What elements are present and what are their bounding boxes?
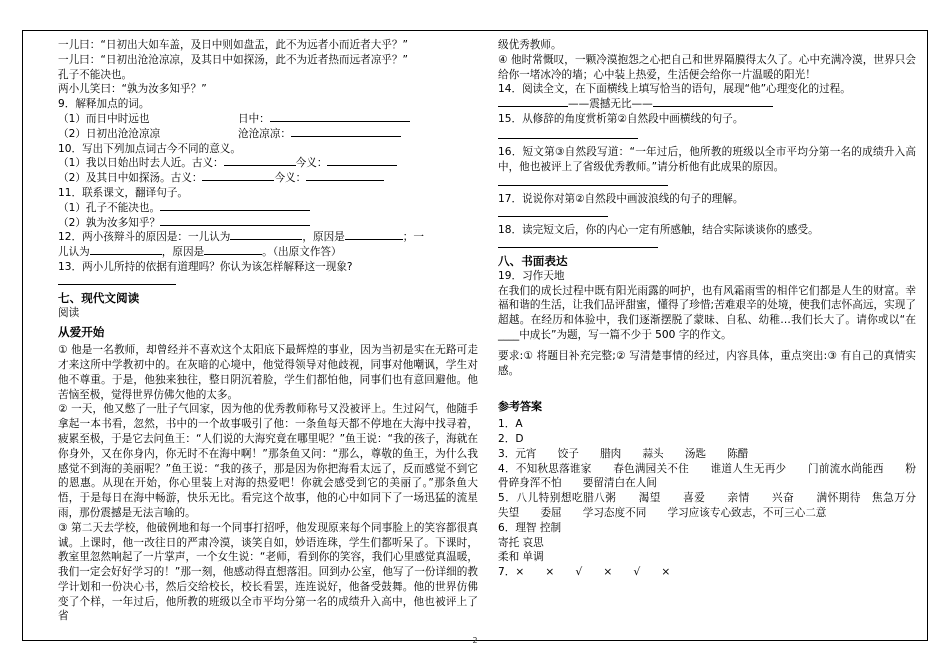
question-11-item-2 (58, 216, 478, 231)
answer-6-line-3: 柔和 单调 (498, 551, 544, 564)
answer-line (498, 137, 638, 139)
answer-blank (327, 165, 397, 166)
question-12-cont (58, 245, 478, 260)
question-14: 14．阅读全文，在下面横线上填写恰当的语句，展现“他”心理变化的过程。 (498, 83, 851, 96)
article-title: 从爱开始 (58, 325, 105, 340)
q9-item-1-word: 日中： (238, 112, 270, 125)
question-11-item-1 (58, 201, 478, 216)
question-14-fill (498, 97, 916, 112)
right-column (498, 38, 938, 580)
answer-blank (345, 239, 403, 240)
answer-3: 3．元宵 饺子 腊肉 蒜头 汤匙 陈醋 (498, 447, 749, 460)
section-8-title: 八、书面表达 (498, 253, 568, 268)
question-10-item-2 (58, 171, 478, 186)
answer-1: 1．A (498, 418, 523, 431)
answer-blank (160, 225, 310, 226)
question-9-item-2 (58, 127, 478, 142)
q12-part-b: ，原因是 (302, 231, 345, 244)
q12-part-d: 儿认为 (58, 246, 90, 259)
answer-blank (230, 239, 302, 240)
question-11: 11．联系课文，翻译句子。 (58, 186, 189, 199)
answer-blank (306, 180, 384, 181)
answer-6-line-2: 寄托 哀思 (498, 536, 544, 549)
q10-item-1-now: 今义： (295, 157, 328, 170)
answer-line (498, 215, 608, 217)
answer-6: 6．理智 控制 (498, 521, 562, 534)
question-19: 19．习作天地 (498, 269, 565, 282)
question-10: 10．写出下列加点词古今不同的意义。 (58, 142, 241, 155)
article-paragraph-1: ① 他是一名教师，却曾经并不喜欢这个太阳底下最辉煌的事业，因为当初是实在无路可走才来这所中学教初中的。在灰暗的心境中，他觉得领导对他歧视，同事对他嘲讽，学生对他不尊重。于是，他独来独往，整日阴沉着脸，学生们都怕他，同事们也有意回避他。他苦恼至极，觉得世界仿佛欠他的太多。 (58, 344, 478, 401)
answer-7: 7．× × √ × √ × (498, 566, 671, 579)
q10-item-2-text: （2）及其日中如探汤。古义： (58, 172, 203, 185)
section-7-title: 七、现代文阅读 (58, 290, 140, 305)
q10-item-1-text: （1）我以日始出时去人近。古义： (58, 157, 224, 170)
essay-prompt: 在我们的成长过程中既有阳光雨露的呵护，也有风霜雨雪的相伴它们都是人生的财富。幸福和谐的生活，让我们品评甜蜜，懂得了珍惜;苦难艰辛的处境，使我们志怀高远，实现了超越。在经历和体验中，我们逐渐摆脱了蒙昧、自私、幼稚…我们长大了。请你或以“在____中成长”为题，写一篇不少于 500 字的作文。 (498, 284, 916, 341)
question-13: 13．两小儿所持的依据有道理吗？你认为该怎样解释这一现象? (58, 260, 353, 273)
q9-item-1-text: （1）而日中时远也 (58, 112, 150, 125)
dialog-line-3: 孔子不能决也。 (58, 68, 133, 81)
answer-line (58, 283, 176, 285)
answer-blank (204, 254, 262, 255)
answer-blank (653, 106, 773, 107)
reading-label: 阅读 (58, 306, 80, 319)
question-9-item-1 (58, 112, 478, 127)
dialog-line-1: 一儿曰：“日初出大如车盖，及日中则如盘盂，此不为远者小而近者大乎？” (58, 39, 408, 51)
answer-blank (202, 180, 274, 181)
answer-5: 5．八儿特别想吃腊八粥 渴望 喜爱 亲情 兴奋 满怀期待 焦急万分 失望 委屈 学习态度不同 学习应该专心致志，不可三心二意 (498, 492, 938, 519)
article-paragraph-2: ② 一天，他又憋了一肚子气回家，因为他的优秀教师称号又没被评上。生过闷气，他随手拿起一本书看，忽然，书中的一个故事吸引了他：一条鱼每天都不停地在大海中找寻着，疲累至极，于是它去问鱼王：“人们说的大海究竟在哪里呢？”鱼王说：“我的孩子，海就在你身外，又在你身内，你无时不在海中啊！”那条鱼又问：“那么，尊敬的鱼王，为什么我感觉不到海的美丽呢？”鱼王说：“我的孩子，那是因为你把海看太远了，反而感觉不到它的恩惠。从现在开始，你心里装上对海的热爱吧！你就会感受到它的美丽了。”那条鱼大悟，于是每日在海中畅游，快乐无比。看完这个故事，他的心中如同下了一场迅猛的流星雨，那份震撼是无法言喻的。 (58, 403, 478, 519)
q9-item-2-word: 沧沧凉凉： (238, 127, 291, 140)
answer-2: 2．D (498, 432, 524, 445)
q11-item-1-text: （1）孔子不能决也。 (58, 201, 161, 214)
answer-line (498, 246, 658, 248)
answer-blank (291, 136, 401, 137)
question-17: 17．说说你对第②自然段中画波浪线的句子的理解。 (498, 193, 744, 206)
q12-part-a: 12．两小孩辩斗的原因是：一儿认为 (58, 231, 231, 244)
q10-item-2-now: 今义： (274, 172, 307, 185)
question-10-item-1 (58, 156, 478, 171)
q12-part-f: 。（出原文作答） (262, 246, 342, 259)
article-paragraph-4: ④ 他时常慨叹，一颗冷漠抱怨之心把自己和世界隔膜得太久了。心中充满冷漠，世界只会给你一堵冰冷的墙；心中装上热爱，生活便会给你一片温暖的阳光！ (498, 53, 916, 81)
answer-blank (498, 106, 568, 107)
q12-part-c: ；一 (402, 231, 424, 244)
answer-4: 4．不知秋思落谁家 春色满园关不住 谁道人生无再少 门前流水尚能西 粉骨碎身浑不怕 要留清白在人间 (498, 462, 916, 490)
article-paragraph-3-cont: 级优秀教师。 (498, 39, 562, 51)
answer-line (498, 184, 668, 186)
question-18: 18．读完短文后，你的内心一定有所感触，结合实际谈谈你的感受。 (498, 224, 819, 237)
question-15: 15．从修辞的角度赏析第②自然段中画横线的句子。 (498, 112, 744, 125)
q14-fill-text: ——震撼无比—— (568, 98, 653, 111)
left-column (58, 38, 478, 624)
question-9: 9．解释加点的词。 (58, 98, 150, 111)
q12-part-e: ，原因是 (161, 246, 205, 259)
answer-blank (224, 165, 296, 166)
answer-key-title: 参考答案 (498, 400, 542, 414)
dialog-line-4: 两小儿笑曰：“孰为汝多知乎？” (58, 83, 207, 96)
dialog-line-2: 一儿曰：“日初出沧沧凉凉，及其日中如探汤，此不为近者热而远者凉乎？” (58, 53, 408, 66)
essay-requirements: 要求:① 将题目补充完整;② 写清楚事情的经过，内容具体，重点突出:③ 有自己的真情实感。 (498, 349, 916, 377)
question-16: 16．短文第③自然段写道：“一年过后，他所教的班级以全市平均分第一名的成绩升入高中，他也被评上了省级优秀教师。”请分析他有此成果的原因。 (498, 145, 916, 173)
page-number: 2 (472, 636, 478, 645)
question-12 (58, 230, 478, 245)
article-paragraph-3: ③ 第二天去学校，他破例地和每一个同事打招呼，他发现原来每个同事脸上的笑容都很真诚。上课时，他一改往日的严肃冷漠，谈笑自如，妙语连珠，学生们都听呆了。下课时，教室里忽然响起了一片掌声，一个女生说：“老师，看到你的笑容，我们心里感觉真温暖，我们一定会好好学习的！”那一刻，他感动得直想落泪。回到办公室，他写了一份详细的教学计划和一份决心书，然后交给校长，校长看罢，连连说好，他备受鼓舞。他的世界仿佛变了个样，一年过后，他所教的班级以全市平均分第一名的成绩升入高中，他也被评上了省 (58, 521, 478, 623)
answer-blank (270, 121, 410, 122)
q9-item-2-text: （2）日初出沧沧凉凉 (58, 127, 161, 140)
answer-blank (90, 254, 162, 255)
q11-item-2-text: （2）孰为汝多知乎？ (58, 216, 161, 229)
answer-blank (160, 210, 310, 211)
